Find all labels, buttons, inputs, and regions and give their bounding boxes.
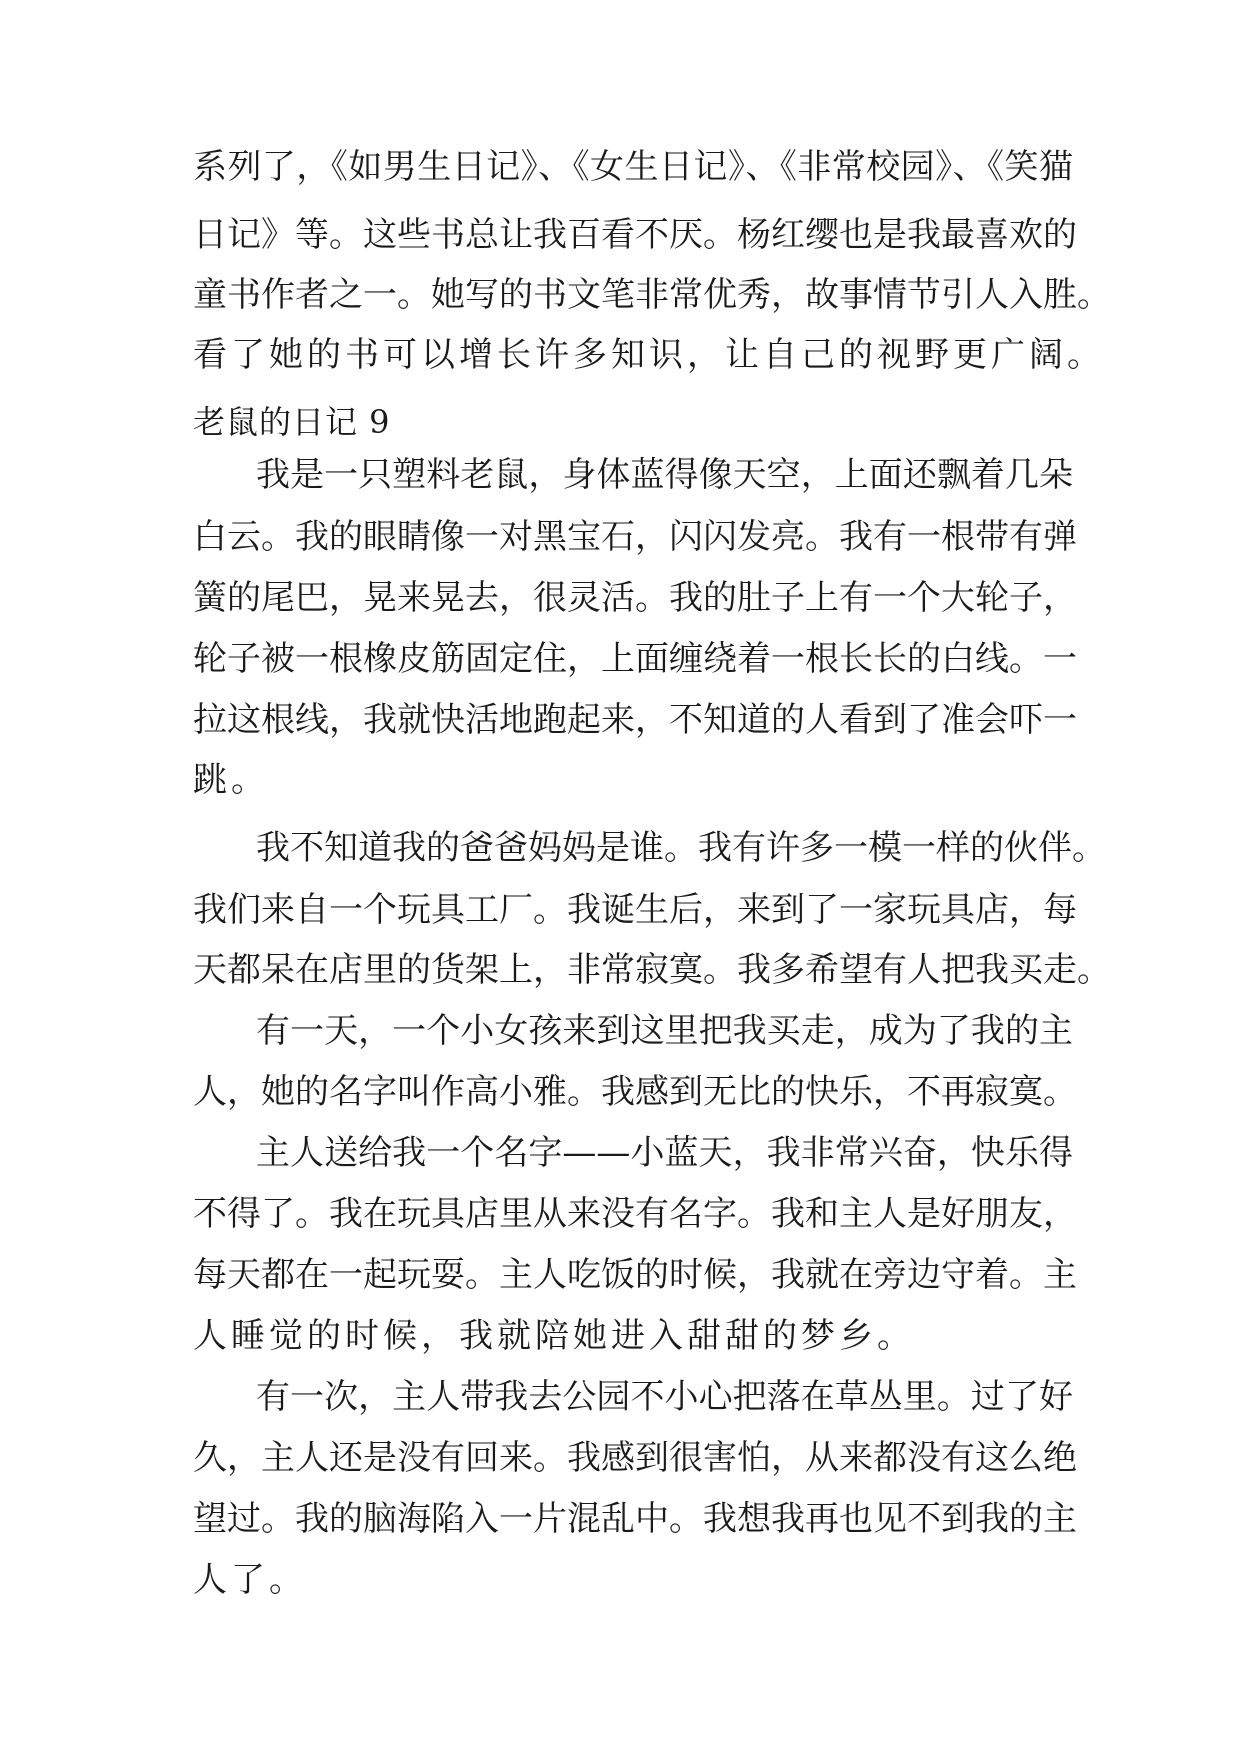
section-heading: 老鼠的日记 9: [193, 403, 391, 441]
body-line: 人了。: [193, 1560, 307, 1600]
body-line: 天都呆在店里的货架上，非常寂寞。我多希望有人把我买走。: [193, 950, 1111, 990]
body-line: 我不知道我的爸爸妈妈是谁。我有许多一模一样的伙伴。: [256, 828, 1106, 868]
body-line: 不得了。我在玩具店里从来没有名字。我和主人是好朋友，: [193, 1194, 1077, 1234]
body-line: 主人送给我一个名字——小蓝天，我非常兴奋，快乐得: [256, 1133, 1073, 1173]
body-line: 我是一只塑料老鼠，身体蓝得像天空，上面还飘着几朵: [256, 455, 1073, 495]
intro-line: 童书作者之一。她写的书文笔非常优秀，故事情节引人入胜。: [193, 275, 1111, 315]
body-line: 久，主人还是没有回来。我感到很害怕，从来都没有这么绝: [193, 1438, 1077, 1478]
body-line: 人，她的名字叫作高小雅。我感到无比的快乐，不再寂寞。: [193, 1072, 1077, 1112]
body-line: 每天都在一起玩耍。主人吃饭的时候，我就在旁边守着。主: [193, 1255, 1077, 1295]
body-line: 望过。我的脑海陷入一片混乱中。我想我再也见不到我的主: [193, 1499, 1077, 1539]
body-line: 簧的尾巴，晃来晃去，很灵活。我的肚子上有一个大轮子，: [193, 578, 1077, 618]
body-line: 拉这根线，我就快活地跑起来，不知道的人看到了准会吓一: [193, 700, 1077, 740]
intro-line: 日记》等。这些书总让我百看不厌。杨红缨也是我最喜欢的: [193, 215, 1077, 255]
intro-line: 看了她的书可以增长许多知识，让自己的视野更广阔。: [193, 335, 1105, 375]
intro-line: 系列了，《如男生日记》、《女生日记》、《非常校园》、《笑猫: [193, 147, 1073, 187]
body-line: 有一次，主人带我去公园不小心把落在草丛里。过了好: [256, 1377, 1073, 1417]
body-line: 人睡觉的时候，我就陪她进入甜甜的梦乡。: [193, 1316, 915, 1356]
body-line: 轮子被一根橡皮筋固定住，上面缠绕着一根长长的白线。一: [193, 639, 1077, 679]
body-line: 有一天，一个小女孩来到这里把我买走，成为了我的主: [256, 1011, 1073, 1051]
body-line: 白云。我的眼睛像一对黑宝石，闪闪发亮。我有一根带有弹: [193, 517, 1077, 557]
body-line: 我们来自一个玩具工厂。我诞生后，来到了一家玩具店，每: [193, 890, 1077, 930]
body-line: 跳。: [193, 760, 269, 800]
